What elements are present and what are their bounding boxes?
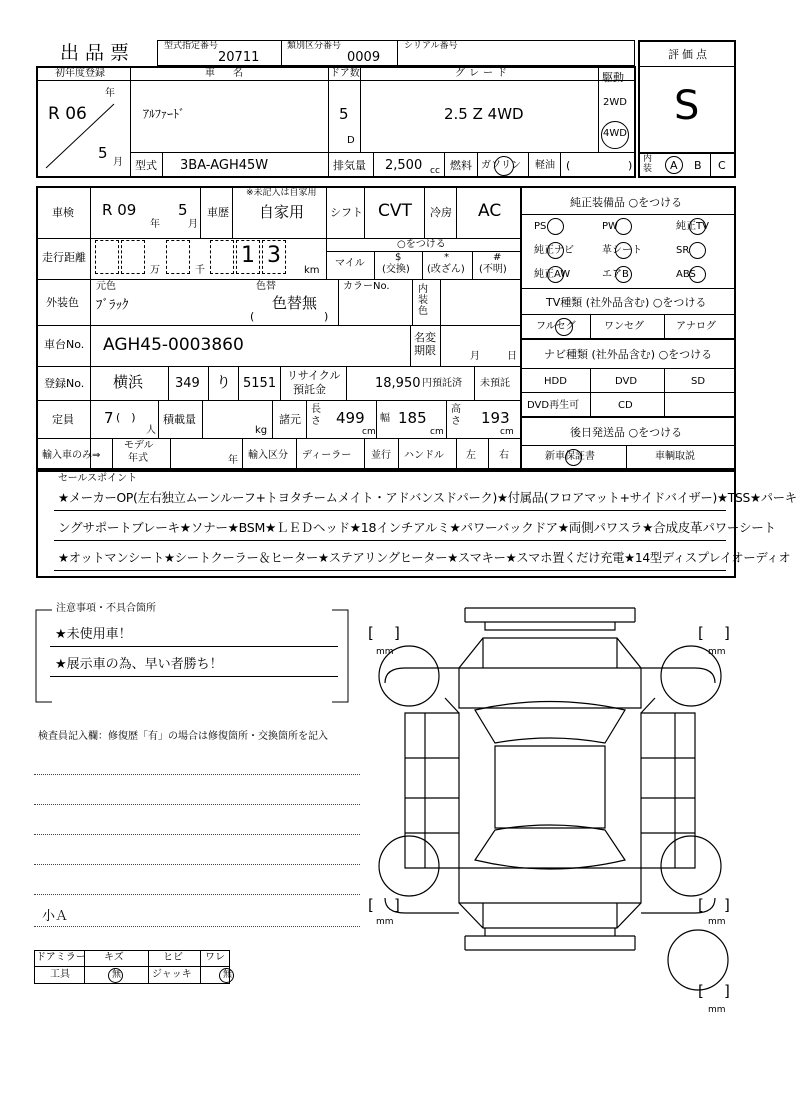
registration-expiry-month: 月 xyxy=(470,351,480,362)
width-value: 185 xyxy=(398,409,427,427)
tv-item-2: ワンセグ xyxy=(604,321,644,332)
later-item-1: 新車保証書 xyxy=(545,451,595,462)
ac-value: AC xyxy=(478,201,502,221)
mileage-digit-1: 1 xyxy=(241,243,255,268)
inspection-month-suffix: 月 xyxy=(188,219,198,230)
later-item-1-circle xyxy=(565,449,582,466)
serial-cell xyxy=(397,40,635,66)
length-value: 499 xyxy=(336,409,365,427)
history-label: 車歴 xyxy=(207,206,229,219)
mileage-exchange: (交換) xyxy=(382,264,410,275)
history-value: 自家用 xyxy=(259,203,305,221)
color-no-label: カラーNo. xyxy=(343,281,390,292)
check-tools-circle xyxy=(108,968,123,983)
category-cell xyxy=(281,40,398,66)
chassis-value: AGH45-0003860 xyxy=(103,335,244,355)
reg-number: 5151 xyxy=(243,376,277,391)
import-type-label: 輸入区分 xyxy=(248,450,288,461)
original-color-label: 元色 xyxy=(96,281,116,292)
doors-label: ドア数 xyxy=(330,68,360,79)
tire-rl-bracket-open: [ xyxy=(368,896,374,914)
doors-value: 5 xyxy=(339,105,349,123)
parallel-label: 並行 xyxy=(371,450,391,461)
tire-spare-bracket-close: ] xyxy=(724,982,730,1000)
notes-line-2: ★展示車の為、早い者勝ち！ xyxy=(55,657,223,672)
repaint-paren-close: ) xyxy=(324,310,329,323)
first-reg-month: 5 xyxy=(98,144,108,162)
inspection-label: 車検 xyxy=(52,206,74,219)
grade-label: 評価点 xyxy=(668,48,710,61)
equipment-item-circle xyxy=(689,242,706,259)
fuel-gasoline: ガソリン xyxy=(481,160,521,171)
interior-a: A xyxy=(670,159,678,172)
equipment-item: 純正AW xyxy=(534,269,571,280)
inspection-era: R 09 xyxy=(102,201,137,219)
check-break: ワレ xyxy=(205,952,225,963)
model-year-label-2: 年式 xyxy=(128,453,148,464)
equipment-item: エアB xyxy=(602,269,629,280)
model-approval-label: 型式指定番号 xyxy=(164,41,219,51)
check-jack-value: 無 xyxy=(223,970,233,980)
inspection-month: 5 xyxy=(178,201,188,219)
equipment-item-circle xyxy=(615,218,632,235)
capacity-paren: ( ) xyxy=(116,411,136,424)
car-damage-diagram xyxy=(365,598,785,1028)
handle-label: ハンドル xyxy=(404,450,444,461)
later-item-2: 車輌取説 xyxy=(655,451,695,462)
mileage-exchange-symbol: $ xyxy=(395,252,402,263)
length-unit: cm xyxy=(362,427,376,437)
model-year-label-1: モデル xyxy=(124,440,154,451)
navi-item-1: HDD xyxy=(544,376,567,387)
doors-suffix: D xyxy=(347,135,355,146)
mileage-tamper: (改ざん) xyxy=(427,264,465,275)
recycle-unpaid: 未預託 xyxy=(480,378,510,389)
equipment-title: 純正装備品 ○をつける xyxy=(570,196,683,209)
later-title: 後日発送品 ○をつける xyxy=(570,426,683,439)
serial-label: シリアル番号 xyxy=(404,41,458,51)
mileage-unknown: (不明) xyxy=(479,264,507,275)
check-scratch: キズ xyxy=(104,952,124,963)
navi-item-2: DVD xyxy=(615,376,638,387)
reg-kana: り xyxy=(216,373,232,391)
width-label: 幅 xyxy=(380,413,390,424)
navi-item-3: SD xyxy=(691,376,706,387)
navi-item-4: DVD再生可 xyxy=(527,400,580,411)
height-label: 高さ xyxy=(451,404,461,427)
grade-col-label: グレード xyxy=(455,68,511,79)
car-name-label: 車 名 xyxy=(205,68,247,79)
equipment-item-circle xyxy=(615,266,632,283)
navi-title: ナビ種類 (社外品含む) ○をつける xyxy=(544,348,713,361)
sales-point-line-2: ングサポートブレーキ★ソナー★BSM★ＬＥＤヘッド★18インチアルミ★パワーバックドア★両側パワスラ★合成皮革パワーシート xyxy=(58,520,776,535)
tire-fl-bracket-close: ] xyxy=(394,624,400,642)
check-door-mirror: ドアミラー xyxy=(36,952,86,963)
equipment-item: 純正ナビ xyxy=(534,245,574,256)
dim-label: 諸元 xyxy=(279,413,301,426)
reg-class: 349 xyxy=(175,376,200,391)
fuel-label: 燃料 xyxy=(450,159,472,172)
equipment-item: ABS xyxy=(676,269,696,280)
check-jack: ジャッキ xyxy=(152,969,192,980)
check-jack-circle xyxy=(219,968,234,983)
notes-bracket xyxy=(32,603,362,706)
shift-label: シフト xyxy=(330,206,363,219)
tire-fr-bracket-open: [ xyxy=(698,624,704,642)
right-label: 右 xyxy=(499,450,509,461)
chassis-label: 車台No. xyxy=(44,338,85,351)
mileage-unit: km xyxy=(304,265,320,276)
load-unit: kg xyxy=(255,425,268,436)
drive-2wd: 2WD xyxy=(603,97,627,108)
car-name-value: ｱﾙﾌｧｰﾄﾞ xyxy=(143,107,186,121)
equipment-item: PS xyxy=(534,221,547,232)
interior-b: B xyxy=(694,159,702,172)
equipment-item-circle xyxy=(547,266,564,283)
tv-item-3: アナログ xyxy=(676,321,716,332)
capacity-value: 7 xyxy=(104,409,114,427)
interior-a-circle xyxy=(665,156,683,174)
recycle-label-2: 預託金 xyxy=(293,383,326,396)
tire-rr-unit: mm xyxy=(708,917,726,927)
mileage-tamper-symbol: * xyxy=(444,252,449,263)
interior-c: C xyxy=(718,159,726,172)
recycle-suffix: 円預託済 xyxy=(422,378,462,389)
exterior-label: 外装色 xyxy=(46,296,79,309)
tire-rl-bracket-close: ] xyxy=(394,896,400,914)
mileage-digit-2: 3 xyxy=(267,243,281,268)
check-tools: 工具 xyxy=(50,969,70,980)
grade-value: S xyxy=(674,83,700,129)
tire-fl-bracket-open: [ xyxy=(368,624,374,642)
import-label: 輸入車のみ⇒ xyxy=(42,450,101,461)
inspector-label: 検査員記入欄：修復歴「有」の場合は修復箇所・交換箇所を記入 xyxy=(38,731,328,742)
equipment-item: PW xyxy=(602,221,618,232)
fuel-other-open: ( xyxy=(566,159,571,172)
tire-spare-unit: mm xyxy=(708,1005,726,1015)
repaint-paren-open: ( xyxy=(250,310,255,323)
equipment-item-circle xyxy=(547,242,564,259)
fuel-gasoline-circle xyxy=(494,156,514,176)
capacity-unit: 人 xyxy=(146,425,156,436)
equipment-item: SR xyxy=(676,245,690,256)
tire-spare-bracket-open: [ xyxy=(698,982,704,1000)
form-title: 出品票 xyxy=(60,42,136,64)
shift-value: CVT xyxy=(378,201,412,221)
grade-col-value: 2.5 Z 4WD xyxy=(444,105,524,123)
tv-title: TV種類 (社外品含む) ○をつける xyxy=(546,296,707,309)
fuel-diesel: 軽油 xyxy=(535,160,555,171)
history-note: ※未記入は自家用 xyxy=(246,188,317,198)
inspector-remark: 小Ａ xyxy=(42,909,69,924)
check-tools-value: 無 xyxy=(112,970,122,980)
reg-no-label: 登録No. xyxy=(44,377,85,390)
notes-line-1: ★未使用車！ xyxy=(55,627,132,642)
recycle-value: 18,950 xyxy=(375,376,421,391)
sales-point-line-1: ★メーカーOP(左右独立ムーンルーフ+トヨタチームメイト・アドバンスドパーク)★付属品(フロアマット+サイドバイザー)★TSS★パーキ xyxy=(58,491,797,505)
equipment-item: 革シート xyxy=(602,245,642,256)
registration-expiry-label: 名変期限 xyxy=(414,331,436,357)
fuel-other-close: ) xyxy=(628,159,633,172)
displacement-unit: cc xyxy=(430,166,440,176)
height-unit: cm xyxy=(500,427,514,437)
registration-expiry-day: 日 xyxy=(507,351,517,362)
sales-point-line-3: ★オットマンシート★シートクーラー＆ヒーター★ステアリングヒーター★スマキー★スマホ置くだけ充電★14型ディスプレイオーディオ xyxy=(58,551,791,565)
equipment-item-circle xyxy=(689,218,706,235)
ac-label: 冷房 xyxy=(430,206,452,219)
width-unit: cm xyxy=(430,427,444,437)
category-value: 0009 xyxy=(347,50,381,65)
drive-4wd: 4WD xyxy=(603,128,627,139)
tire-rl-unit: mm xyxy=(376,917,394,927)
recycle-label-1: リサイクル xyxy=(287,369,341,382)
tire-fl-unit: mm xyxy=(376,647,394,657)
drive-label: 駆動 xyxy=(602,71,624,84)
equipment-item: 純正TV xyxy=(676,221,709,232)
mileage-label: 走行距離 xyxy=(42,251,86,264)
interior-label: 内装 xyxy=(643,154,653,174)
drive-4wd-circle xyxy=(601,121,629,149)
model-value: 3BA-AGH45W xyxy=(180,158,269,173)
equipment-item-circle xyxy=(615,242,632,259)
capacity-label: 定員 xyxy=(52,413,74,426)
mileage-mark-note: ○をつける xyxy=(397,239,446,250)
displacement-value: 2,500 xyxy=(385,158,423,173)
mileage-sen: 千 xyxy=(195,265,205,276)
left-label: 左 xyxy=(466,450,476,461)
tv-item-1-circle xyxy=(555,318,573,336)
inspection-year-suffix: 年 xyxy=(150,219,160,230)
tire-fr-bracket-close: ] xyxy=(724,624,730,642)
repaint-value: 色替無 xyxy=(272,294,318,312)
length-label: 長さ xyxy=(311,404,321,427)
mileage-mile: マイル xyxy=(335,258,365,269)
dealer-label: ディーラー xyxy=(302,450,352,461)
equipment-item-circle xyxy=(547,218,564,235)
tire-rr-bracket-close: ] xyxy=(724,896,730,914)
tire-rr-bracket-open: [ xyxy=(698,896,704,914)
model-label: 型式 xyxy=(135,159,157,172)
original-color-value: ﾌﾞﾗｯｸ xyxy=(96,298,129,313)
load-label: 積載量 xyxy=(163,413,196,426)
tv-item-1: フルセグ xyxy=(536,321,576,332)
mileage-man: 万 xyxy=(150,265,160,276)
mileage-unknown-symbol: # xyxy=(493,252,502,263)
tire-fr-unit: mm xyxy=(708,647,726,657)
model-year-suffix: 年 xyxy=(228,455,238,466)
interior-color-label: 内装色 xyxy=(418,284,428,317)
navi-item-5: CD xyxy=(618,400,633,411)
height-value: 193 xyxy=(481,409,510,427)
notes-label: 注意事項・不具合箇所 xyxy=(56,603,156,614)
check-crack: ヒビ xyxy=(163,952,183,963)
reg-city: 横浜 xyxy=(113,373,144,391)
first-reg-label: 初年度登録 xyxy=(55,68,105,79)
repaint-label: 色替 xyxy=(256,281,276,292)
first-reg-month-suffix: 月 xyxy=(113,157,123,168)
first-reg-era: R 06 xyxy=(48,104,87,124)
category-label: 類別区分番号 xyxy=(287,41,342,51)
sales-points-label: セールスポイント xyxy=(58,473,138,484)
first-reg-year-suffix: 年 xyxy=(105,88,115,99)
equipment-item-circle xyxy=(689,266,706,283)
displacement-label: 排気量 xyxy=(333,159,366,172)
model-approval-cell xyxy=(157,40,282,66)
model-approval-value: 20711 xyxy=(218,50,260,65)
